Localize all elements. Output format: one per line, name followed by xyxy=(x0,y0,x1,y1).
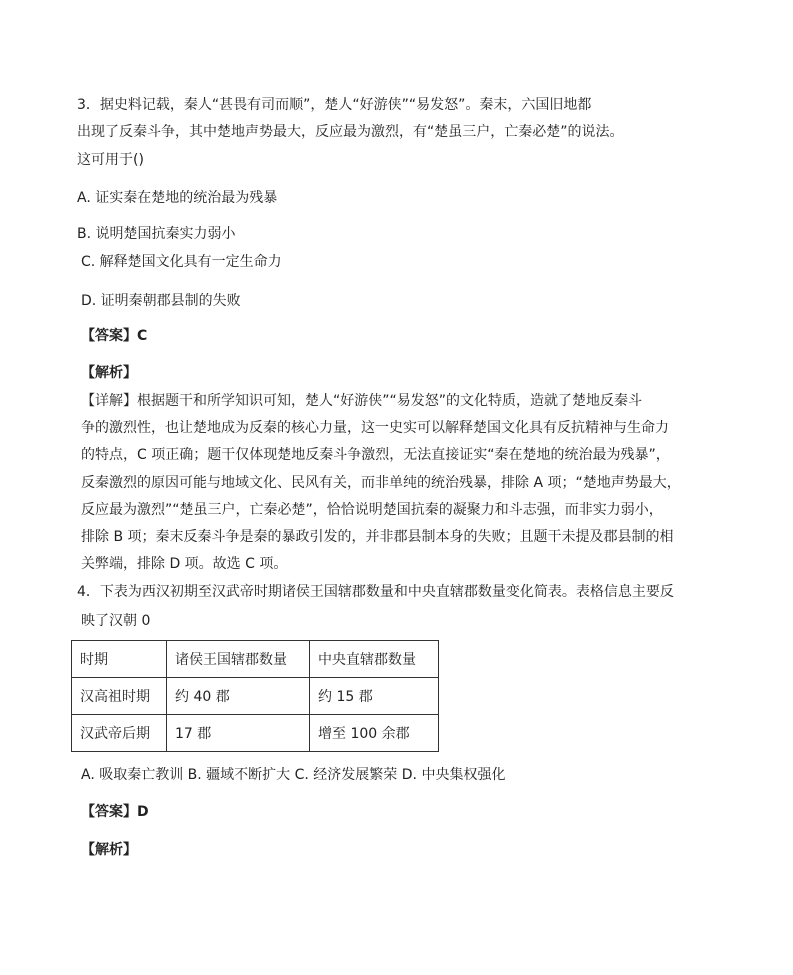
table-cell: 约 15 郡 xyxy=(310,678,439,715)
q3-analysis-title: 【解析】 xyxy=(81,365,137,381)
q3-option-a: A. 证实秦在楚地的统治最为残暴 xyxy=(77,190,278,206)
table-cell: 17 郡 xyxy=(167,715,310,752)
table-header-row xyxy=(72,641,439,678)
q3-stem-line-2: 出现了反秦斗争，其中楚地声势最大，反应最为激烈，有“楚虽三户，亡秦必楚”的说法。 xyxy=(77,124,624,140)
table-header-cell: 时期 xyxy=(72,641,167,678)
q3-explain-line-2: 争的激烈性，也让楚地成为反秦的核心力量，这一史实可以解释楚国文化具有反抗精神与生命力 xyxy=(81,420,669,436)
table-header-cell: 中央直辖郡数量 xyxy=(310,641,439,678)
q4-data-table xyxy=(71,640,439,752)
table-cell: 增至 100 余郡 xyxy=(310,715,439,752)
q3-explain-line-3: 的特点，C 项正确；题干仅体现楚地反秦斗争激烈，无法直接证实“秦在楚地的统治最为残暴”， xyxy=(81,447,670,463)
table-row xyxy=(72,678,439,715)
table-row xyxy=(72,715,439,752)
q3-stem-line-1: 3．据史料记载，秦人“甚畏有司而顺”，楚人“好游侠”“易发怒”。秦末，六国旧地都 xyxy=(77,97,592,113)
q3-explain-line-5: 反应最为激烈”“楚虽三户，亡秦必楚”，恰恰说明楚国抗秦的凝聚力和斗志强，而非实力弱小， xyxy=(81,502,663,518)
q3-option-c: C. 解释楚国文化具有一定生命力 xyxy=(81,254,282,270)
q4-stem-line-1: 4．下表为西汉初期至汉武帝时期诸侯王国辖郡数量和中央直辖郡数量变化简表。表格信息主要反 xyxy=(77,584,674,600)
q3-explain-line-7: 关弊端，排除 D 项。故选 C 项。 xyxy=(81,556,288,572)
q4-analysis-title: 【解析】 xyxy=(81,842,137,858)
table-cell: 约 40 郡 xyxy=(167,678,310,715)
q3-explain-line-4: 反秦激烈的原因可能与地域文化、民风有关，而非单纯的统治残暴，排除 A 项；“楚地声势最大， xyxy=(81,475,681,491)
table-cell: 汉武帝后期 xyxy=(72,715,167,752)
q4-stem-line-2: 映了汉朝 0 xyxy=(81,613,151,629)
q3-answer: 【答案】C xyxy=(81,328,148,344)
q4-answer: 【答案】D xyxy=(81,804,149,820)
q3-option-d: D. 证明秦朝郡县制的失败 xyxy=(81,293,241,309)
q4-options: A. 吸取秦亡教训 B. 疆域不断扩大 C. 经济发展繁荣 D. 中央集权强化 xyxy=(81,767,506,783)
table-header-cell: 诸侯王国辖郡数量 xyxy=(167,641,310,678)
table-cell: 汉高祖时期 xyxy=(72,678,167,715)
q3-stem-line-3: 这可用于() xyxy=(77,152,144,168)
q3-explain-line-6: 排除 B 项；秦末反秦斗争是秦的暴政引发的，并非郡县制本身的失败；且题干未提及郡县制的相 xyxy=(81,529,674,545)
q3-explain-line-1: 【详解】根据题干和所学知识可知，楚人“好游侠”“易发怒”的文化特质，造就了楚地反秦斗 xyxy=(81,393,643,409)
q3-option-b: B. 说明楚国抗秦实力弱小 xyxy=(77,226,236,242)
